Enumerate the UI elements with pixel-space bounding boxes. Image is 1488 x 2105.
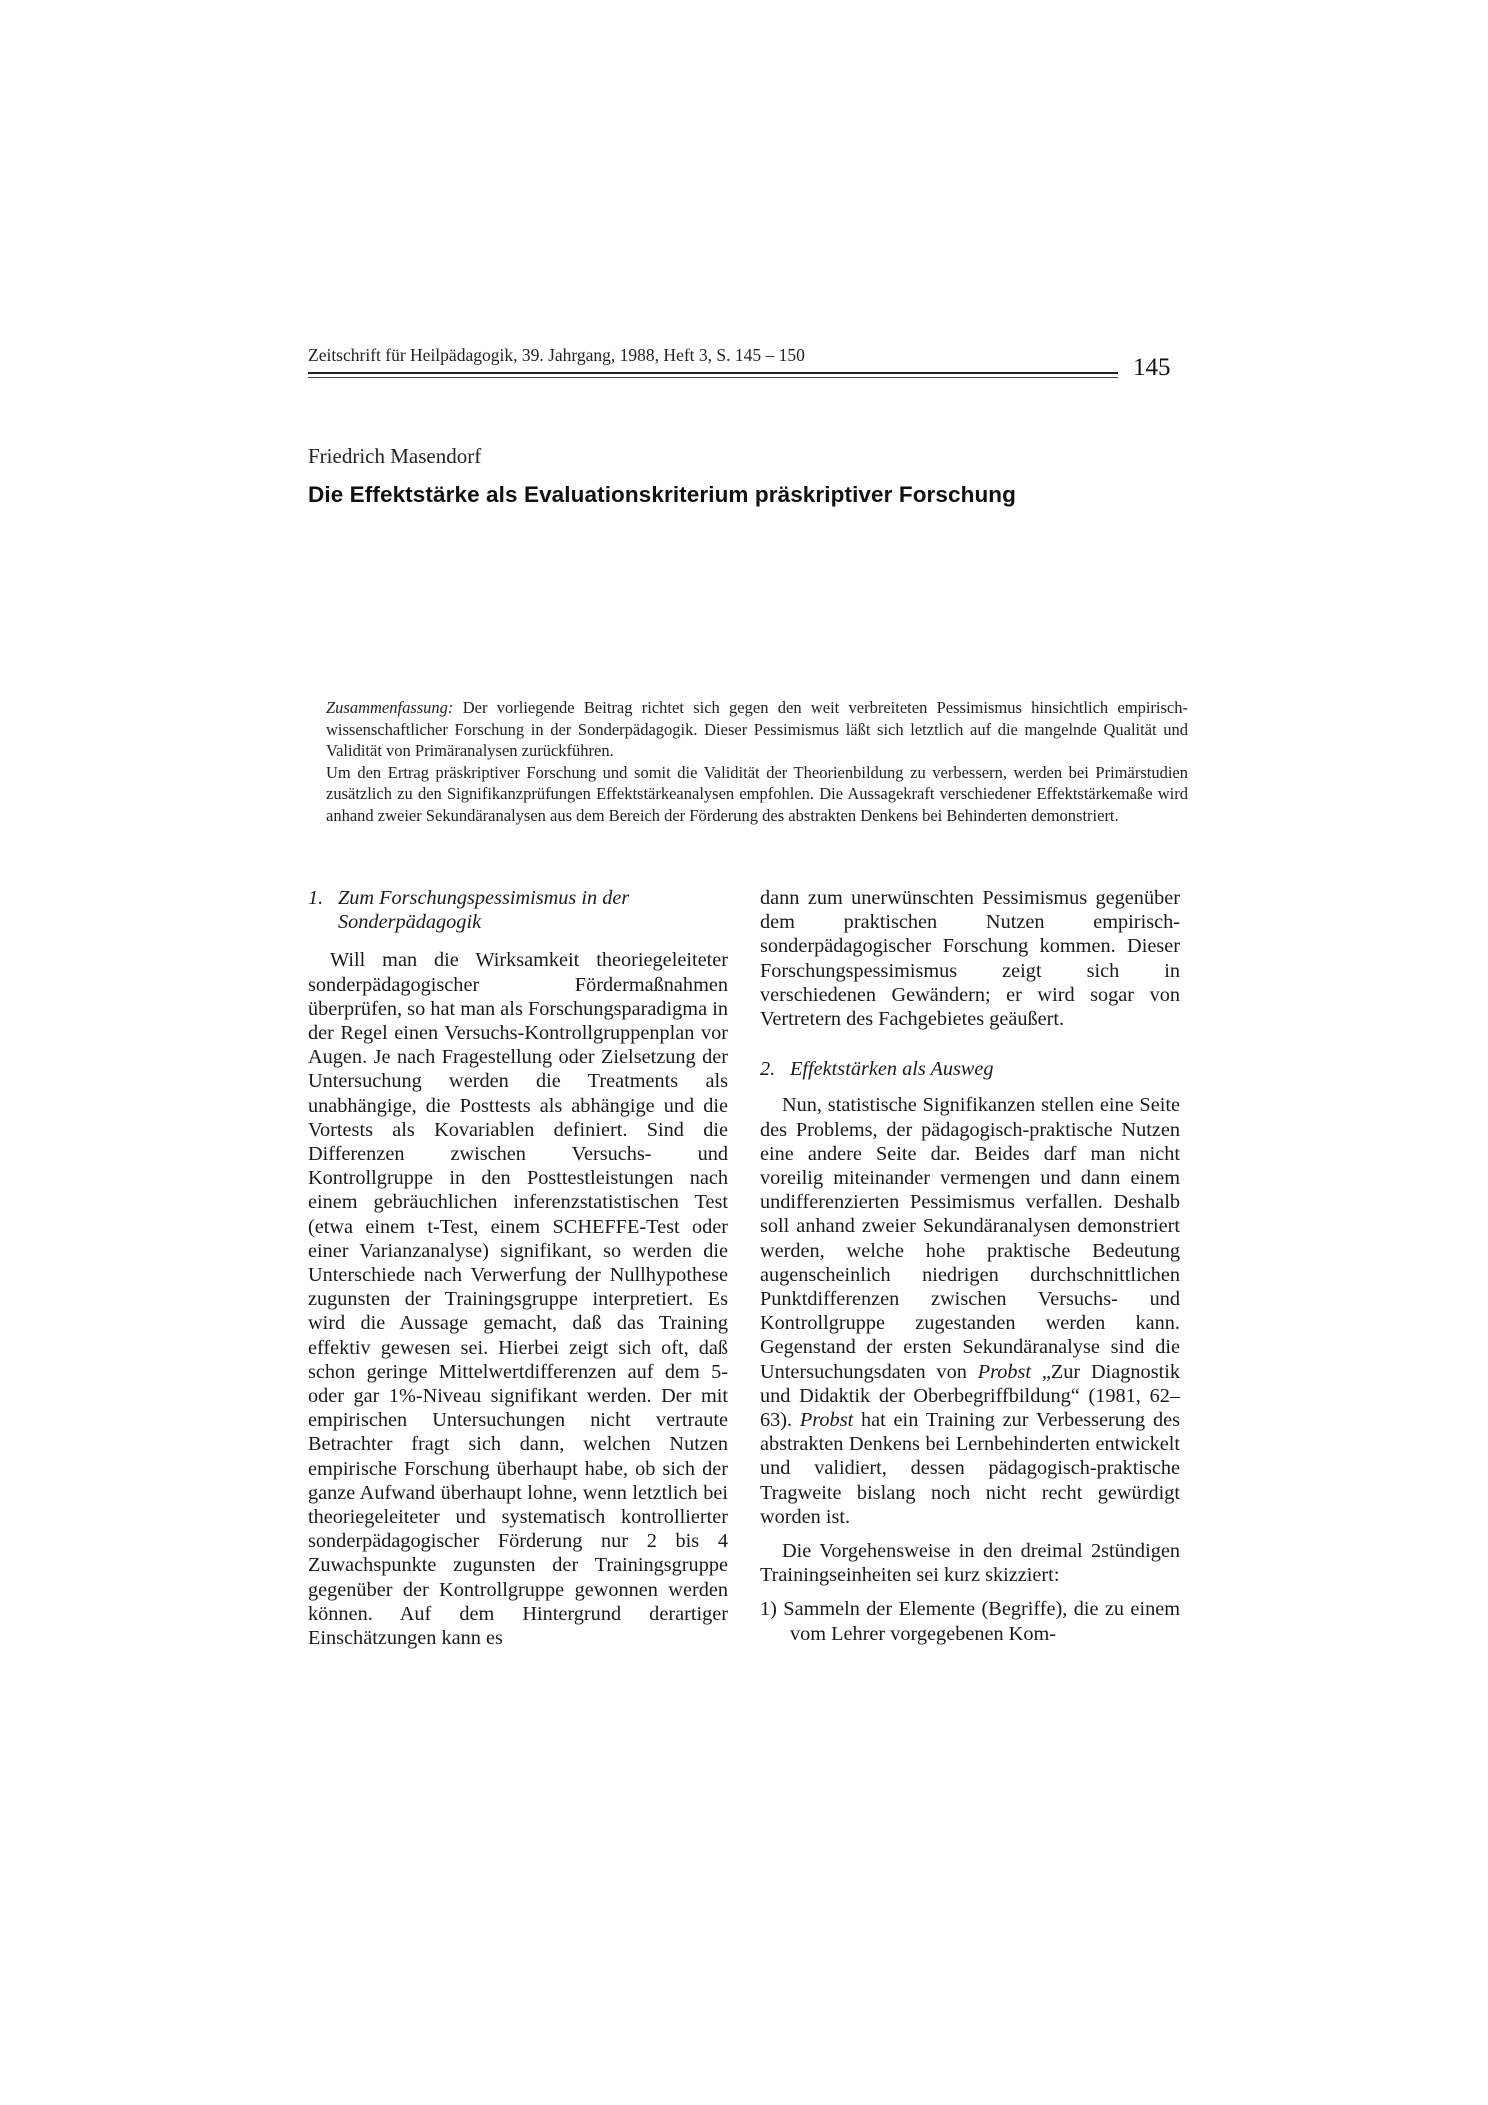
section-2-p1-part-b: „Zur Diagnostik und Didaktik der Oberbegriffbildung“ (1981, 62–63).	[760, 1360, 1180, 1432]
left-column	[308, 886, 728, 1650]
abstract	[326, 697, 1188, 827]
section-2-paragraph-1	[760, 1093, 1180, 1529]
page-number: 145	[1133, 354, 1171, 381]
abstract-paragraph-1	[326, 697, 1188, 762]
section-2-number: 2.	[760, 1058, 776, 1081]
section-1-continuation: dann zum unerwünschten Pessimismus gegenüber dem praktischen Nutzen empirisch-sonderpädagogischer Forschung kommen. Dieser Forschungspessimismus zeigt sich in verschiedenen Gewändern; er wird sogar von Vertretern des Fachgebietes geäußert.	[760, 887, 1180, 1031]
section-2-title: Effektstärken als Ausweg	[790, 1058, 994, 1081]
section-2-paragraph-2: Die Vorgehensweise in den dreimal 2stündigen Trainingseinheiten sei kurz skizziert:	[760, 1540, 1180, 1587]
section-1-title-line-2: Sonderpädagogik	[338, 911, 482, 934]
section-2-p1-part-a: Nun, statistische Signifikanzen stellen eine Seite des Problems, der pädagogisch-praktische Nutzen eine andere Seite dar. Beides darf man nicht voreilig miteinander vermengen und dann einem undifferenzierten Pessimismus verfallen. Deshalb soll anhand zweier Sekundäranalysen demonstriert werden, welche hohe praktische Bedeutung augenscheinlich niedrigen durchschnittlichen Punktdifferenzen zwischen Versuchs- und Kontrollgruppe zugestanden werden kann. Gegenstand der ersten Sekundäranalyse sind die Untersuchungsdaten von	[760, 1094, 1180, 1383]
article-title: Die Effektstärke als Evaluationskriterium präskriptiver Forschung	[308, 482, 1016, 507]
abstract-label: Zusammenfassung:	[326, 698, 454, 717]
section-1-heading	[308, 886, 728, 934]
author-name-probst-1: Probst	[977, 1360, 1032, 1383]
section-2-p1-part-c: hat ein Training zur Verbesserung des abstrakten Denkens bei Lernbehinderten entwickelt und validiert, dessen pädagogisch-praktische Tragweite bislang noch nicht recht gewürdigt worden ist.	[760, 1409, 1180, 1528]
list-item-1: 1) Sammeln der Elemente (Begriffe), die zu einem vom Lehrer vorgegebenen Kom-	[760, 1598, 1180, 1645]
section-2-heading	[760, 1057, 1180, 1081]
section-1-body: Will man die Wirksamkeit theoriegeleiteter sonderpädagogischer Fördermaßnahmen überprüfen, so hat man als Forschungsparadigma in der Regel einen Versuchs-Kontrollgruppenplan vor Augen. Je nach Fragestellung oder Zielsetzung der Untersuchung werden die Treatments als unabhängige, die Posttests als abhängige und die Vortests als Kovariablen definiert. Sind die Differenzen zwischen Versuchs- und Kontrollgruppe in den Posttestleistungen nach einem gebräuchlichen inferenzstatistischen Test (etwa einem t-Test, einem SCHEFFE-Test oder einer Varianzanalyse) signifikant, so werden die Unterschiede nach Verwerfung der Nullhypothese zugunsten der Trainingsgruppe interpretiert. Es wird die Aussage gemacht, daß das Training effektiv gewesen sei. Hierbei zeigt sich oft, daß schon geringe Mittelwertdifferenzen auf dem 5- oder gar 1%-Niveau signifikant werden. Der mit empirischen Untersuchungen nicht vertraute Betrachter fragt sich dann, welchen Nutzen empirische Forschung überhaupt habe, ob sich der ganze Aufwand überhaupt lohne, wenn letztlich bei theoriegeleiteter und systematisch kontrollierter sonderpädagogischer Förderung nur 2 bis 4 Zuwachspunkte zugunsten der Trainingsgruppe gegenüber der Kontrollgruppe gewonnen werden können. Auf dem Hintergrund derartiger Einschätzungen kann es	[308, 949, 728, 1650]
section-1-number: 1.	[308, 887, 324, 909]
header-rule-thin	[308, 377, 1118, 378]
author: Friedrich Masendorf	[308, 444, 482, 468]
abstract-paragraph-2: Um den Ertrag präskriptiver Forschung und somit die Validität der Theorienbildung zu verbessern, werden bei Primärstudien zusätzlich zu den Signifikanzprüfungen Effektstärkeanalysen empfohlen. Die Aussagekraft verschiedener Effektstärkemaße wird anhand zweier Sekundäranalysen aus dem Bereich der Förderung des abstrakten Denkens bei Behinderten demonstriert.	[326, 762, 1188, 825]
abstract-text-1: Der vorliegende Beitrag richtet sich gegen den weit verbreiteten Pessimismus hinsichtlich empirisch-wissenschaftlicher Forschung in der Sonderpädagogik. Dieser Pessimismus läßt sich letztlich auf die mangelnde Qualität und Validität von Primäranalysen zurückführen.	[326, 698, 1188, 761]
running-head: Zeitschrift für Heilpädagogik, 39. Jahrgang, 1988, Heft 3, S. 145 – 150	[308, 345, 805, 365]
author-name-probst-2: Probst	[799, 1409, 854, 1432]
right-column	[760, 886, 1180, 1646]
section-1-title-line-1: Zum Forschungspessimismus in der	[338, 887, 630, 909]
header-rule	[308, 372, 1118, 374]
